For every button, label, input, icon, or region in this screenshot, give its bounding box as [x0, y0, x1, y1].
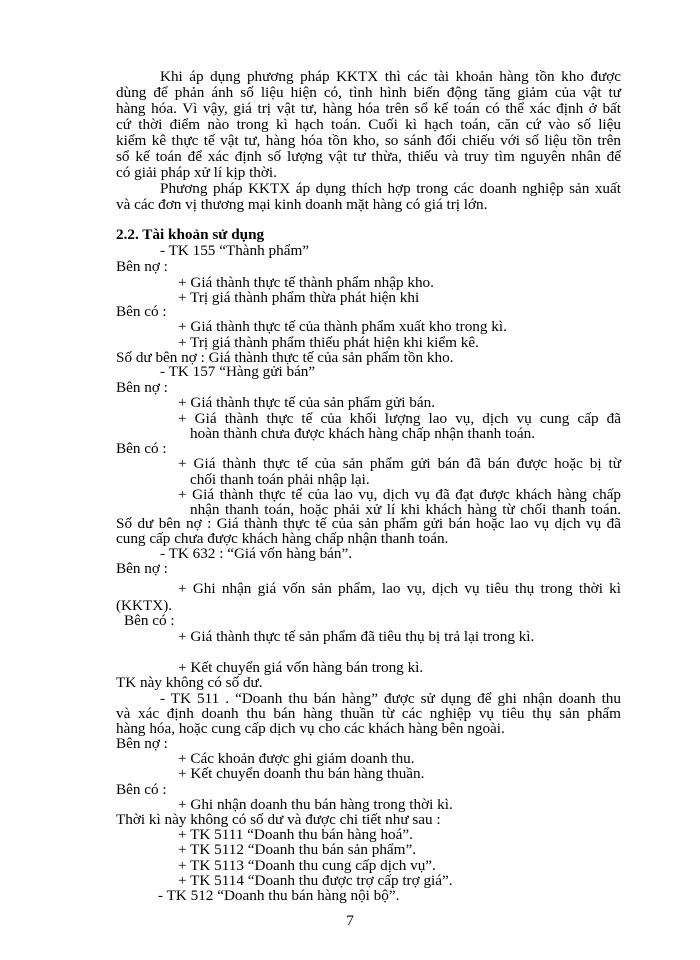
- balance-line: Số dư bên nợ : Giá thành thực tế của sản phẩm tồn kho.: [116, 349, 454, 366]
- paragraph-line: Phương pháp KKTX áp dụng thích hợp trong các doanh nghiệp sản xuất: [160, 180, 621, 197]
- list-item: + Giá thành thực tế của thành phẩm xuất kho trong kì.: [178, 318, 507, 335]
- list-item-continued: (KKTX).: [116, 597, 173, 614]
- list-item-continued: hoàn thành chưa được khách hàng chấp nhận thanh toán.: [190, 425, 536, 442]
- paragraph-line: và xác định doanh thu bán hàng thuần từ các nghiệp vụ tiêu thụ sản phẩm: [116, 705, 621, 722]
- debit-label: Bên nợ :: [116, 379, 168, 396]
- list-item: + Kết chuyển giá vốn hàng bán trong kì.: [178, 659, 424, 676]
- list-item: + Trị giá thành phẩm thiếu phát hiện khi kiểm kê.: [178, 334, 479, 351]
- account-title: - TK 512 “Doanh thu bán hàng nội bộ”.: [158, 887, 400, 904]
- list-item: + Giá thành thực tế của sản phẩm gửi bán đã bán được hoặc bị từ: [178, 455, 621, 472]
- list-item: + Trị giá thành phẩm thừa phát hiện khi: [178, 289, 420, 306]
- note-line: TK này không có số dư.: [116, 674, 263, 691]
- list-item: + Các khoản được ghi giảm doanh thu.: [178, 750, 415, 767]
- paragraph-line: cứ thời điểm nào trong kì hạch toán. Cuối kì hạch toán, căn cứ vào số liệu: [116, 116, 621, 133]
- account-title: - TK 155 “Thành phẩm”: [160, 242, 310, 259]
- debit-label: Bên nợ :: [116, 258, 168, 275]
- sub-account-item: + TK 5113 “Doanh thu cung cấp dịch vụ”.: [178, 857, 436, 874]
- debit-label: Bên nợ :: [116, 560, 168, 577]
- balance-line-continued: cung cấp chưa được khách hàng chấp nhận thanh toán.: [116, 530, 449, 547]
- section-heading: 2.2. Tài khoản sử dụng: [116, 226, 265, 243]
- credit-label: Bên có :: [124, 612, 175, 629]
- account-title: - TK 157 “Hàng gửi bán”: [160, 363, 316, 380]
- credit-label: Bên có :: [116, 303, 167, 320]
- paragraph-line: Khi áp dụng phương pháp KKTX thì các tài khoản hàng tồn kho được: [160, 68, 621, 85]
- list-item: + Giá thành thực tế thành phẩm nhập kho.: [178, 274, 434, 291]
- list-item-continued: chối thanh toán phải nhập lại.: [190, 471, 370, 488]
- list-item: + Giá thành thực tế sản phẩm đã tiêu thụ bị trả lại trong kì.: [178, 628, 535, 645]
- account-title: - TK 632 : “Giá vốn hàng bán”.: [160, 545, 353, 562]
- paragraph-line: dùng để phản ánh số liệu hiện có, tình hình biến động tăng giảm của vật tư: [116, 84, 621, 101]
- paragraph-line: hàng hóa. Vì vậy, giá trị vật tư, hàng hóa trên sổ kế toán có thể xác định ở bất: [116, 100, 621, 117]
- paragraph-line: có giải pháp xử lí kịp thời.: [116, 164, 277, 181]
- debit-label: Bên nợ :: [116, 735, 168, 752]
- balance-line: Số dư bên nợ : Giá thành thực tế của sản phẩm gửi bán hoặc lao vụ dịch vụ đã: [116, 515, 621, 532]
- paragraph-line: kiểm kê thực tế vật tư, hàng hóa tồn kho, so sánh đối chiếu với số liệu tồn trên: [116, 132, 621, 149]
- list-item-continued: nhận thanh toán, hoặc phải xử lí khi khách hàng từ chối thanh toán.: [190, 501, 621, 518]
- page-number: 7: [346, 912, 354, 929]
- list-item: + Kết chuyển doanh thu bán hàng thuần.: [178, 765, 425, 782]
- paragraph-line: và các đơn vị thương mại kinh doanh mặt hàng có giá trị lớn.: [116, 196, 488, 213]
- list-item: + Ghi nhận giá vốn sản phẩm, lao vụ, dịch vụ tiêu thụ trong thời kì: [178, 580, 621, 597]
- list-item: + Giá thành thực tế của lao vụ, dịch vụ đã đạt được khách hàng chấp: [178, 486, 621, 503]
- credit-label: Bên có :: [116, 440, 167, 457]
- paragraph-line: hàng hóa, hoặc cung cấp dịch vụ cho các khách hàng bên ngoài.: [116, 720, 505, 737]
- note-line: Thời kì này không có số dư và được chi tiết như sau :: [116, 811, 441, 828]
- paragraph-line: sổ kế toán để xác định số lượng vật tư thừa, thiếu và truy tìm nguyên nhân để: [116, 148, 621, 165]
- sub-account-item: + TK 5111 “Doanh thu bán hàng hoá”.: [178, 826, 413, 843]
- sub-account-item: + TK 5114 “Doanh thu được trợ cấp trợ giá”.: [178, 872, 453, 889]
- credit-label: Bên có :: [116, 781, 167, 798]
- sub-account-item: + TK 5112 “Doanh thu bán sản phẩm”.: [178, 841, 417, 858]
- list-item: + Ghi nhận doanh thu bán hàng trong thời kì.: [178, 796, 453, 813]
- list-item: + Giá thành thực tế của sản phẩm gửi bán.: [178, 394, 435, 411]
- list-item: + Giá thành thực tế của khối lượng lao vụ, dịch vụ cung cấp đã: [178, 410, 621, 427]
- account-title: - TK 511 . “Doanh thu bán hàng” được sử dụng để ghi nhận doanh thu: [160, 690, 621, 707]
